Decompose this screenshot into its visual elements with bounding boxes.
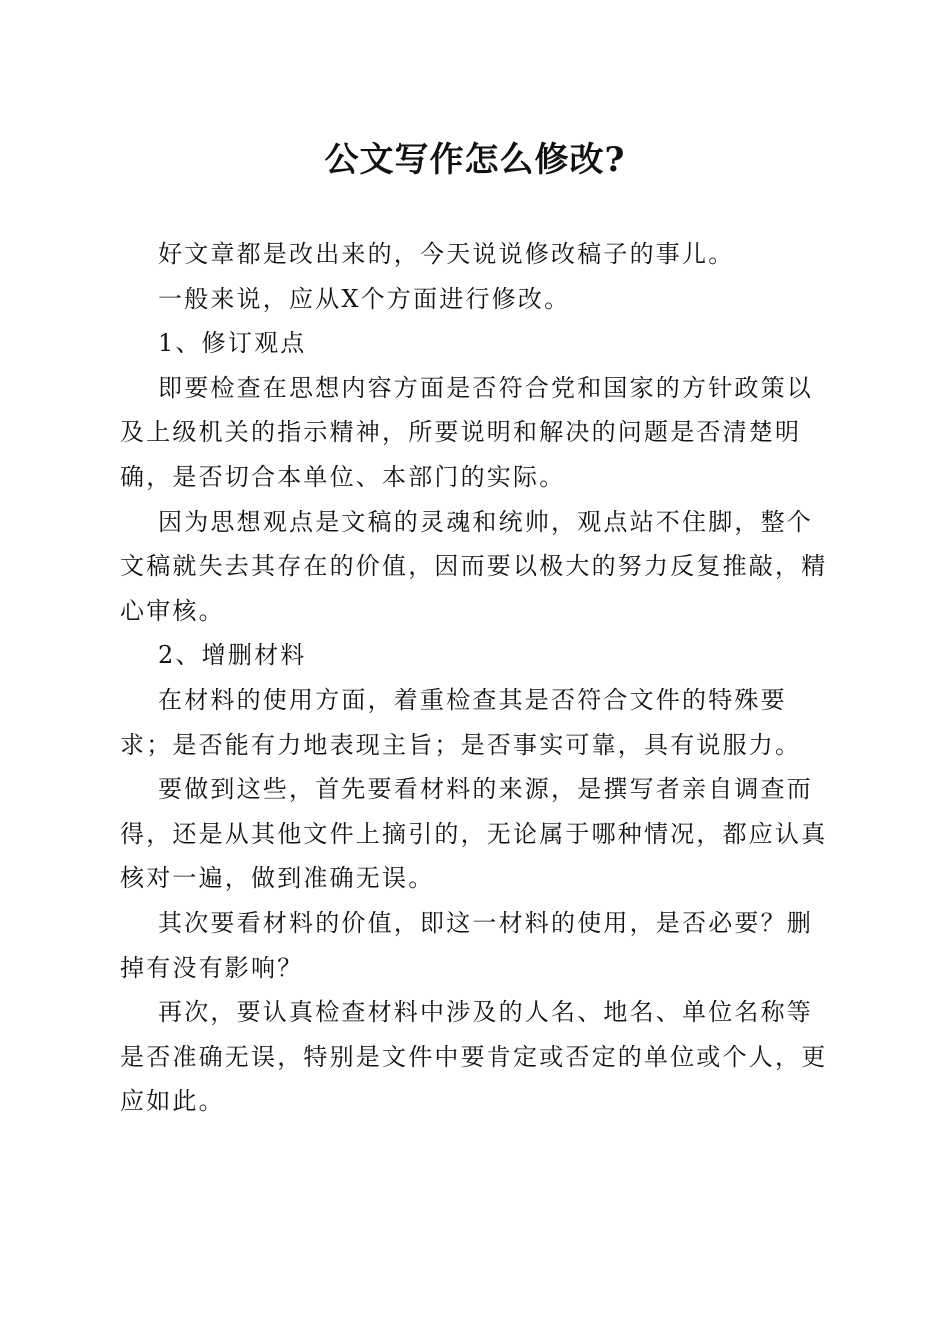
section-2-paragraph-4: 再次，要认真检查材料中涉及的人名、地名、单位名称等是否准确无误，特别是文件中要肯定或否定的单位或个人，更应如此。 (120, 998, 828, 1116)
intro-paragraph: 好文章都是改出来的，今天说说修改稿子的事儿。 (158, 240, 735, 268)
document-title: 公文写作怎么修改? (324, 140, 626, 180)
section-1-paragraph-1: 即要检查在思想内容方面是否符合党和国家的方针政策以及上级机关的指示精神，所要说明和解决的问题是否清楚明确，是否切合本单位、本部门的实际。 (120, 373, 813, 491)
section-1-paragraph-2: 因为思想观点是文稿的灵魂和统帅，观点站不住脚，整个文稿就失去其存在的价值，因而要以极大的努力反复推敲，精心审核。 (120, 507, 828, 625)
overview-paragraph: 一般来说，应从X个方面进行修改。 (158, 284, 571, 313)
document-body (120, 232, 830, 1124)
section-2-paragraph-3: 其次要看材料的价值，即这一材料的使用，是否必要？删掉有没有影响？ (120, 908, 813, 982)
section-2-paragraph-2: 要做到这些，首先要看材料的来源，是撰写者亲自调查而得，还是从其他文件上摘引的，无论属于哪种情况，都应认真核对一遍，做到准确无误。 (120, 775, 828, 893)
section-2-paragraph-1: 在材料的使用方面，着重检查其是否符合文件的特殊要求；是否能有力地表现主旨；是否事实可靠，具有说服力。 (120, 685, 802, 759)
section-heading-2: 2、增删材料 (158, 641, 307, 670)
section-heading-1: 1、修订观点 (158, 329, 307, 358)
